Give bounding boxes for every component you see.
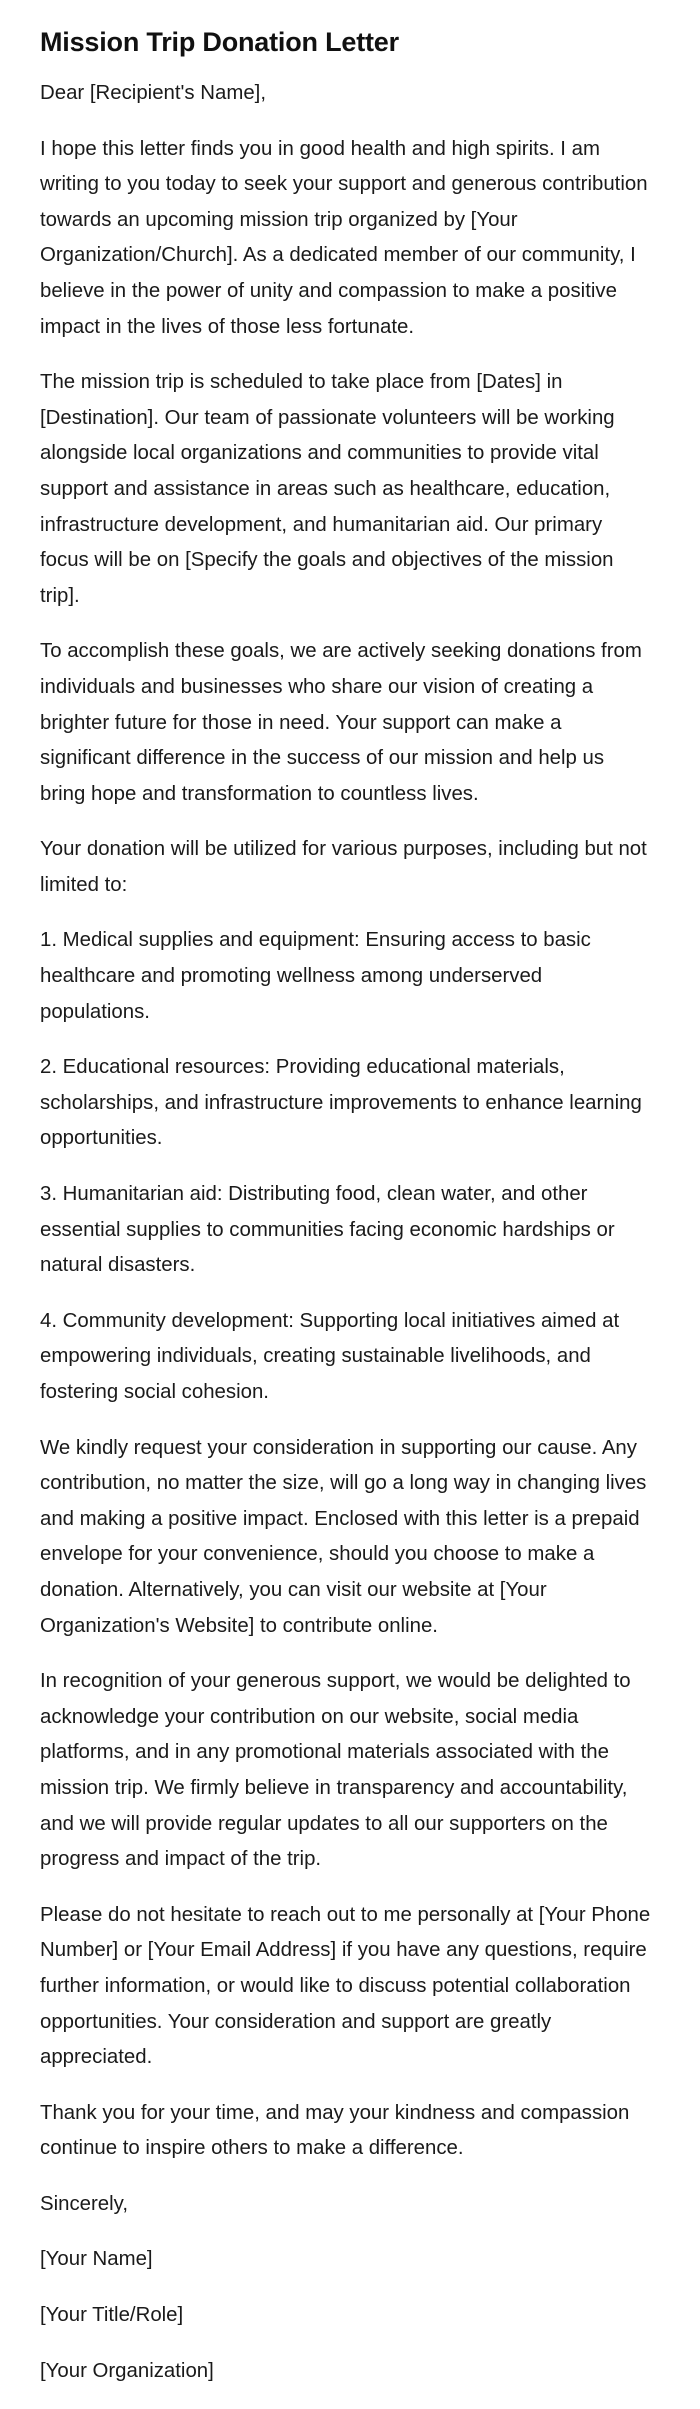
letter-body xyxy=(40,132,655,2167)
sender-organization: [Your Organization] xyxy=(40,2359,214,2382)
paragraph-thanks: Thank you for your time, and may your kindness and compassion continue to inspire others to make a difference. xyxy=(40,2101,630,2160)
document-title: Mission Trip Donation Letter xyxy=(40,27,399,57)
letter-page xyxy=(40,22,655,2409)
list-item-community-development: 4. Community development: Supporting local initiatives aimed at empowering individuals, creating sustainable livelihoods, and fostering social cohesion. xyxy=(40,1309,620,1403)
list-item-humanitarian-aid: 3. Humanitarian aid: Distributing food, clean water, and other essential supplies to communities facing economic hardships or natural disasters. xyxy=(40,1183,615,1277)
salutation: Dear [Recipient's Name], xyxy=(40,82,267,104)
paragraph-trip-details: The mission trip is scheduled to take place from [Dates] in [Destination]. Our team of passionate volunteers will be working alongside local organizations and communities to provide vital support and assistance in areas such as healthcare, education, infrastructure development, and humanitarian aid. Our primary focus will be on [Specify the goals and objectives of the mission trip]. xyxy=(40,371,615,607)
paragraph-donation-purposes: Your donation will be utilized for various purposes, including but not limited to: xyxy=(40,838,647,896)
sender-name: [Your Name] xyxy=(40,2248,153,2271)
list-item-medical-supplies: 1. Medical supplies and equipment: Ensuring access to basic healthcare and promoting wellness among underserved populations. xyxy=(40,929,591,1023)
paragraph-support-request: We kindly request your consideration in supporting our cause. Any contribution, no matter the size, will go a long way in changing lives and making a positive impact. Enclosed with this letter is a prepaid envelope for your convenience, should you choose to make a donation. Alternatively, you can visit our website at [Your Organization's Website] to contribute online. xyxy=(40,1436,647,1637)
paragraph-intro: I hope this letter finds you in good health and high spirits. I am writing to you today to seek your support and generous contribution towards an upcoming mission trip organized by [Your Organization/Church]. As a dedicated member of our community, I believe in the power of unity and compassion to make a positive impact in the lives of those less fortunate. xyxy=(40,137,648,338)
signoff: Sincerely, xyxy=(40,2192,129,2215)
paragraph-recognition: In recognition of your generous support, we would be delighted to acknowledge your contribution on our website, social media platforms, and in any promotional materials associated with the mission trip. We firmly believe in transparency and accountability, and we will provide regular updates to all our supporters on the progress and impact of the trip. xyxy=(40,1670,631,1871)
paragraph-contact: Please do not hesitate to reach out to me personally at [Your Phone Number] or [Your Email Address] if you have any questions, require further information, or would like to discuss potential collaboration opportunities. Your consideration and support are greatly appreciated. xyxy=(40,1903,651,2069)
list-item-educational-resources: 2. Educational resources: Providing educational materials, scholarships, and infrastructure improvements to enhance learning opportunities. xyxy=(40,1056,642,1150)
sender-title-role: [Your Title/Role] xyxy=(40,2304,184,2327)
paragraph-donation-request: To accomplish these goals, we are actively seeking donations from individuals and businesses who share our vision of creating a brighter future for those in need. Your support can make a significant difference in the success of our mission and help us bring hope and transformation to countless lives. xyxy=(40,640,642,805)
closing-block xyxy=(40,2187,655,2389)
